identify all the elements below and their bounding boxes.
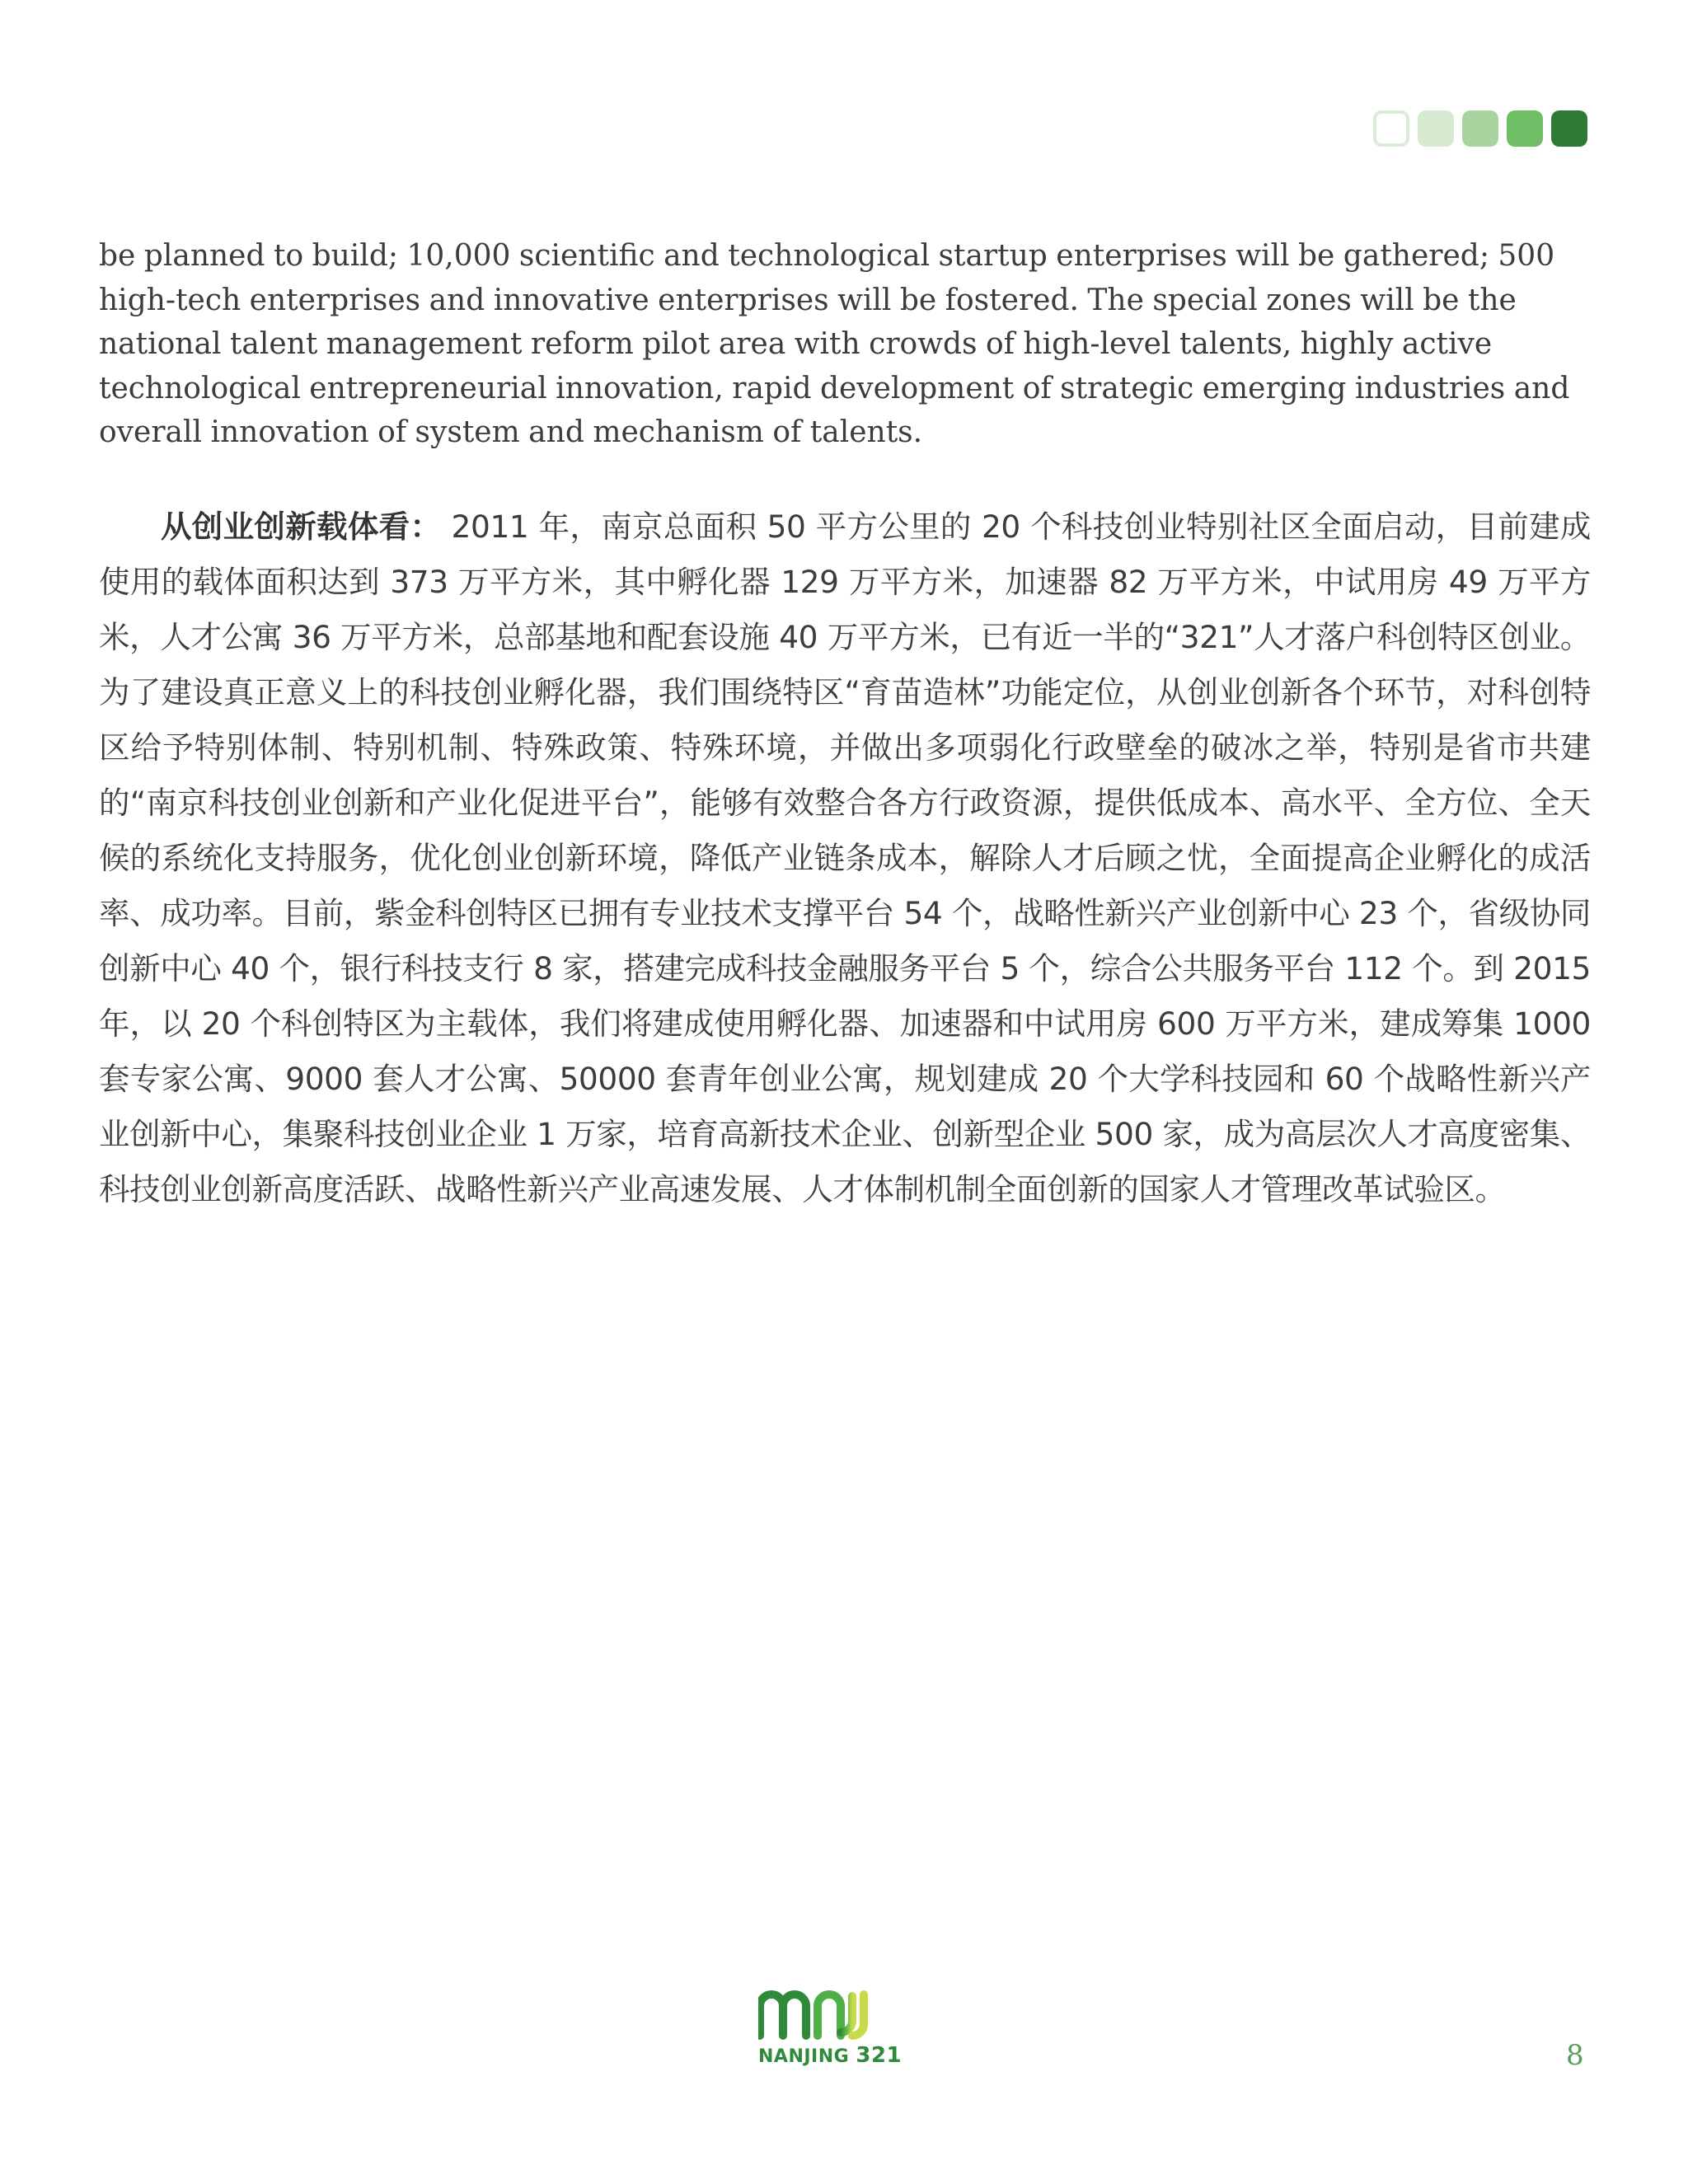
page-content: [99, 234, 1591, 1217]
chinese-paragraph-heading: 从创业创新载体看：: [161, 508, 442, 545]
english-paragraph: be planned to build; 10,000 scientific and technological startup enterprises will be gathered; 500 high-tech enterprises and innovative enterprises will be fostered. The special zones will be the national talent management reform pilot area with crowds of high-level talents, highly active technological entrepreneurial innovation, rapid development of strategic emerging industries and overall innovation of system and mechanism of talents.: [99, 239, 1570, 449]
logo-number: 321: [856, 2043, 903, 2068]
decor-square-4: [1507, 110, 1543, 147]
chinese-paragraph-body: 2011 年，南京总面积 50 平方公里的 20 个科技创业特别社区全面启动，目前建成使用的载体面积达到 373 万平方米，其中孵化器 129 万平方米，加速器 82 万平方米，中试用房 49 万平方米，人才公寓 36 万平方米，总部基地和配套设施 40 万平方米，已有近一半的“321”人才落户科创特区创业。为了建设真正意义上的科技创业孵化器，我们围绕特区“育苗造林”功能定位，从创业创新各个环节，对科创特区给予特别体制、特别机制、特殊政策、特殊环境，并做出多项弱化行政壁垒的破冰之举，特别是省市共建的“南京科技创业创新和产业化促进平台”，能够有效整合各方行政资源，提供低成本、高水平、全方位、全天候的系统化支持服务，优化创业创新环境，降低产业链条成本，解除人才后顾之忧，全面提高企业孵化的成活率、成功率。目前，紫金科创特区已拥有专业技术支撑平台 54 个，战略性新兴产业创新中心 23 个，省级协同创新中心 40 个，银行科技支行 8 家，搭建完成科技金融服务平台 5 个，综合公共服务平台 112 个。到 2015 年，以 20 个科创特区为主载体，我们将建成使用孵化器、加速器和中试用房 600 万平方米，建成筹集 1000 套专家公寓、9000 套人才公寓、50000 套青年创业公寓，规划建成 20 个大学科技园和 60 个战略性新兴产业创新中心，集聚科技创业企业 1 万家，培育高新技术企业、创新型企业 500 家，成为高层次人才高度密集、科技创业创新高度活跃、战略性新兴产业高速发展、人才体制机制全面创新的国家人才管理改革试验区。: [99, 508, 1591, 1207]
chinese-paragraph: [99, 499, 1591, 1217]
page-number: 8: [1566, 2039, 1584, 2072]
decor-square-1: [1373, 110, 1409, 147]
decor-square-5: [1551, 110, 1587, 147]
decor-square-2: [1418, 110, 1454, 147]
logo-wordmark: [758, 2043, 903, 2068]
header-decoration: [1373, 110, 1587, 147]
decor-square-3: [1462, 110, 1498, 147]
logo-text: NANJING: [758, 2046, 850, 2067]
